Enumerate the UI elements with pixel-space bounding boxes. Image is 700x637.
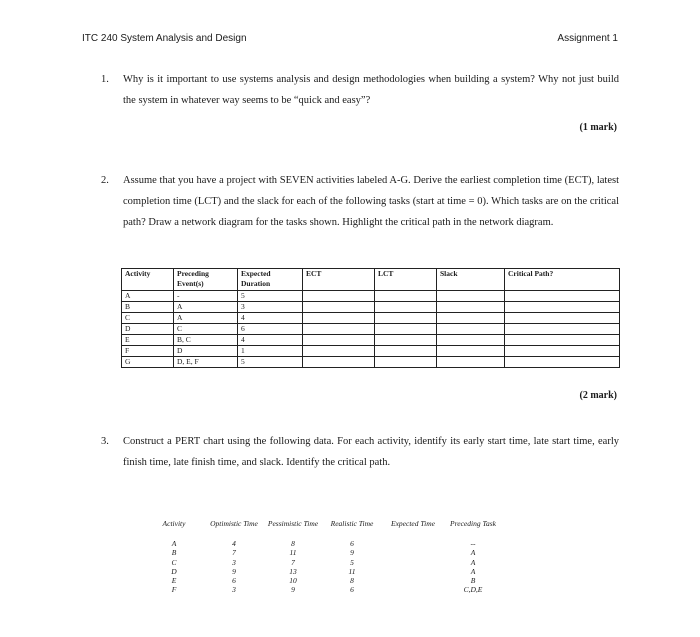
cell-duration: 3	[238, 302, 303, 313]
cell-ect	[303, 346, 375, 357]
header-critical-path: Critical Path?	[505, 269, 620, 291]
pert-column-expected	[388, 519, 438, 539]
cell-activity: D	[122, 324, 174, 335]
cell-activity: G	[122, 357, 174, 368]
cell-preceding: D, E, F	[174, 357, 238, 368]
question-1	[101, 69, 619, 111]
cell-ect	[303, 324, 375, 335]
cell-critical	[505, 357, 620, 368]
pert-cell: --	[470, 539, 476, 548]
cell-activity: F	[122, 346, 174, 357]
cell-lct	[375, 291, 437, 302]
cell-slack	[437, 346, 505, 357]
table-row	[122, 291, 620, 302]
cell-ect	[303, 302, 375, 313]
cell-slack	[437, 302, 505, 313]
header-ect: ECT	[303, 269, 375, 291]
cell-activity: A	[122, 291, 174, 302]
pert-cell: 3	[232, 585, 236, 595]
cell-lct	[375, 313, 437, 324]
pert-cell: A	[470, 557, 476, 567]
pert-cell: B	[470, 576, 476, 586]
cell-slack	[437, 291, 505, 302]
cell-lct	[375, 346, 437, 357]
question-1-mark: (1 mark)	[579, 122, 617, 133]
page-header	[82, 33, 618, 49]
pert-cell: 4	[232, 539, 236, 548]
pert-cell: D	[171, 566, 177, 576]
cell-slack	[437, 335, 505, 346]
question-3-number: 3.	[101, 436, 109, 447]
pert-cell: C	[171, 557, 177, 567]
cell-duration: 4	[238, 313, 303, 324]
pert-cell: 7	[232, 548, 236, 558]
question-2-number: 2.	[101, 175, 109, 186]
cell-critical	[505, 302, 620, 313]
table-row	[122, 335, 620, 346]
pert-cell: B	[171, 548, 177, 558]
cell-ect	[303, 291, 375, 302]
cell-ect	[303, 335, 375, 346]
table-row	[122, 346, 620, 357]
cell-preceding: C	[174, 324, 238, 335]
question-3	[101, 431, 619, 473]
pert-column-pessimistic	[264, 519, 322, 595]
header-lct: LCT	[375, 269, 437, 291]
question-2	[101, 170, 619, 233]
pert-cell: 7	[291, 557, 295, 567]
pert-cell: 6	[232, 576, 236, 586]
cell-critical	[505, 291, 620, 302]
pert-header-activity: Activity	[162, 519, 186, 528]
pert-cell: A	[171, 539, 177, 548]
table-row	[122, 302, 620, 313]
cell-preceding: B, C	[174, 335, 238, 346]
pert-cell: 6	[350, 539, 354, 548]
header-expected-duration: Expected Duration	[238, 269, 303, 291]
cell-activity: C	[122, 313, 174, 324]
cell-activity: E	[122, 335, 174, 346]
cell-duration: 4	[238, 335, 303, 346]
cell-critical	[505, 346, 620, 357]
question-1-text: Why is it important to use systems analysis and design methodologies when building a system? Why not just build the system in whatever way seems to be “quick and easy”?	[123, 74, 619, 106]
pert-cell: 11	[289, 548, 297, 558]
question-1-number: 1.	[101, 74, 109, 85]
cell-slack	[437, 313, 505, 324]
cell-duration: 6	[238, 324, 303, 335]
cell-lct	[375, 324, 437, 335]
cell-critical	[505, 313, 620, 324]
header-activity: Activity	[122, 269, 174, 291]
pert-cell: 5	[350, 557, 354, 567]
pert-cell: 8	[291, 539, 295, 548]
pert-cell: 8	[350, 576, 354, 586]
pert-cell: 9	[232, 566, 236, 576]
cell-duration: 5	[238, 357, 303, 368]
cell-ect	[303, 313, 375, 324]
cell-duration: 5	[238, 291, 303, 302]
cell-slack	[437, 357, 505, 368]
pert-cell: 11	[348, 566, 356, 576]
cell-critical	[505, 324, 620, 335]
pert-cell: 13	[289, 566, 297, 576]
course-title: ITC 240 System Analysis and Design	[82, 33, 247, 44]
pert-header-pessimistic: Pessimistic Time	[267, 519, 319, 528]
cell-preceding: D	[174, 346, 238, 357]
cell-lct	[375, 357, 437, 368]
pert-cell: A	[470, 548, 476, 558]
pert-header-expected: Expected Time	[391, 519, 435, 528]
cell-preceding: -	[174, 291, 238, 302]
cell-lct	[375, 335, 437, 346]
table-row	[122, 357, 620, 368]
table-row	[122, 313, 620, 324]
question-2-text: Assume that you have a project with SEVEN activities labeled A-G. Derive the earliest completion time (ECT), latest completion time (LCT) and the slack for each of the following tasks (start at time = 0). Which tasks are on the critical path? Draw a network diagram for the tasks shown. Highlight the critical path in the network diagram.	[123, 175, 619, 228]
pert-header-preceding: Preceding Task	[450, 519, 496, 528]
cell-critical	[505, 335, 620, 346]
pert-cell: F	[171, 585, 177, 595]
pert-cell: A	[470, 566, 476, 576]
pert-cell: 9	[291, 585, 295, 595]
cell-preceding: A	[174, 313, 238, 324]
pert-cell: 6	[350, 585, 354, 595]
pert-cell: C,D,E	[463, 585, 483, 595]
cell-preceding: A	[174, 302, 238, 313]
pert-cell: 9	[350, 548, 354, 558]
pert-cell: E	[171, 576, 177, 586]
pert-column-preceding	[447, 519, 499, 595]
question-3-text: Construct a PERT chart using the following data. For each activity, identify its early start time, late start time, early finish time, late finish time, and slack. Identify the critical path.	[123, 436, 619, 468]
activity-table	[121, 268, 620, 368]
pert-column-optimistic	[207, 519, 261, 595]
pert-column-activity	[152, 519, 196, 595]
question-2-mark: (2 mark)	[579, 390, 617, 401]
cell-activity: B	[122, 302, 174, 313]
pert-header-optimistic: Optimistic Time	[210, 519, 258, 528]
header-slack: Slack	[437, 269, 505, 291]
cell-lct	[375, 302, 437, 313]
assignment-label: Assignment 1	[557, 33, 618, 44]
cell-ect	[303, 357, 375, 368]
pert-cell: 10	[289, 576, 297, 586]
pert-header-realistic: Realistic Time	[330, 519, 374, 528]
cell-slack	[437, 324, 505, 335]
activity-table-header	[122, 269, 620, 291]
table-row	[122, 324, 620, 335]
pert-column-realistic	[326, 519, 378, 595]
cell-duration: 1	[238, 346, 303, 357]
header-preceding-events: Preceding Event(s)	[174, 269, 238, 291]
pert-cell: 3	[232, 557, 236, 567]
